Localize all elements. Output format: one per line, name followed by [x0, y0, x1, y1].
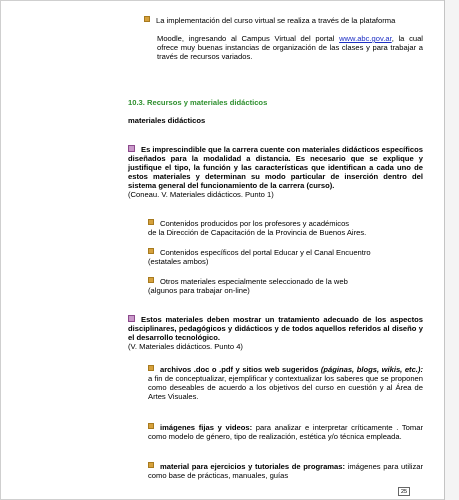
para1-citation: (Coneau. V. Materiales didácticos. Punto 1): [128, 190, 274, 200]
scroll-area[interactable]: [445, 0, 459, 500]
detail-item-1-bold: archivos .doc o .pdf y sitios web sugeridos: [160, 365, 319, 374]
orange-square-bullet-icon: [148, 219, 154, 225]
paragraph-treatment: [128, 315, 423, 351]
sub-item-2-line1: Contenidos específicos del portal Educar y el Canal Encuentro: [160, 248, 371, 257]
paragraph-requirements: [128, 145, 423, 200]
sub-item-3: [148, 277, 428, 295]
sub-item-1-line1: Contenidos producidos por los profesores y académicos: [160, 219, 350, 228]
sub-item-2: [148, 248, 428, 266]
purple-square-bullet-icon: [128, 145, 135, 152]
sub-item-1-line2: de la Dirección de Capacitación de la Provincia de Buenos Aires.: [148, 228, 367, 238]
detail-item-2: [148, 423, 423, 441]
detail-item-3-rest: imágenes para utilizar como base de prácticas, manuales, guías: [148, 462, 423, 481]
orange-square-bullet-icon: [148, 423, 154, 429]
abc-link[interactable]: www.abc.gov.ar: [339, 34, 392, 43]
intro-line1: La implementación del curso virtual se realiza a través de la plataforma: [156, 16, 396, 25]
sub-item-3-line2: (algunos para trabajar on-line): [148, 286, 250, 296]
detail-item-1-rest: a fin de conceptualizar, ejemplificar y contextualizar los saberes que se proponen como deseables de acuerdo a los objetivos del curso en cuestión y al Área de Artes Visuales.: [148, 374, 423, 402]
sub-item-1: [148, 219, 428, 237]
detail-item-1: [148, 365, 423, 401]
orange-square-bullet-icon: [148, 462, 154, 468]
page-number: 25: [398, 487, 410, 496]
sub-item-2-line2: (estatales ambos): [148, 257, 209, 267]
orange-square-bullet-icon: [148, 248, 154, 254]
purple-square-bullet-icon: [128, 315, 135, 322]
orange-square-bullet-icon: [148, 365, 154, 371]
detail-item-1-italic: (páginas, blogs, wikis, etc.):: [318, 365, 423, 374]
para2-bold: Estos materiales deben mostrar un tratamiento adecuado de los aspectos disciplinares, pedagógicos y didácticos y de todos aquellos referidos al diseño y el desarrollo tecnológico.: [128, 315, 423, 343]
orange-square-bullet-icon: [148, 277, 154, 283]
detail-item-2-rest: para analizar e interpretar críticamente . Tomar como modelo de género, tipo de realización, estética y/o técnica empleada.: [148, 423, 423, 442]
para1-bold: Es imprescindible que la carrera cuente con materiales didácticos específicos diseñados para la modalidad a distancia. Es necesario que se explique y justifique el tipo, la función y las características que identifican a cada uno de estos materiales y determinan su modo particular de inserción dentro del sistema general del funcionamiento de la carrera (curso).: [128, 145, 423, 191]
intro-line2: Moodle, ingresando al Campus Virtual del portal: [157, 34, 335, 43]
detail-item-3-bold: material para ejercicios y tutoriales de programas:: [160, 462, 346, 471]
sub-item-3-line1: Otros materiales especialmente seleccionado de la web: [160, 277, 348, 286]
detail-item-2-bold: imágenes fijas y videos:: [160, 423, 253, 432]
intro-item-body: [157, 34, 423, 61]
intro-line3: , la cual ofrece muy buenas instancias de organización de las clases y para trabajar a través de recursos variados.: [157, 34, 423, 62]
subheading: materiales didácticos: [128, 116, 206, 125]
detail-item-3: [148, 462, 423, 480]
intro-item: [144, 16, 423, 25]
orange-square-bullet-icon: [144, 16, 150, 22]
para2-citation: (V. Materiales didácticos. Punto 4): [128, 342, 243, 352]
section-heading: 10.3. Recursos y materiales didácticos: [128, 98, 268, 107]
